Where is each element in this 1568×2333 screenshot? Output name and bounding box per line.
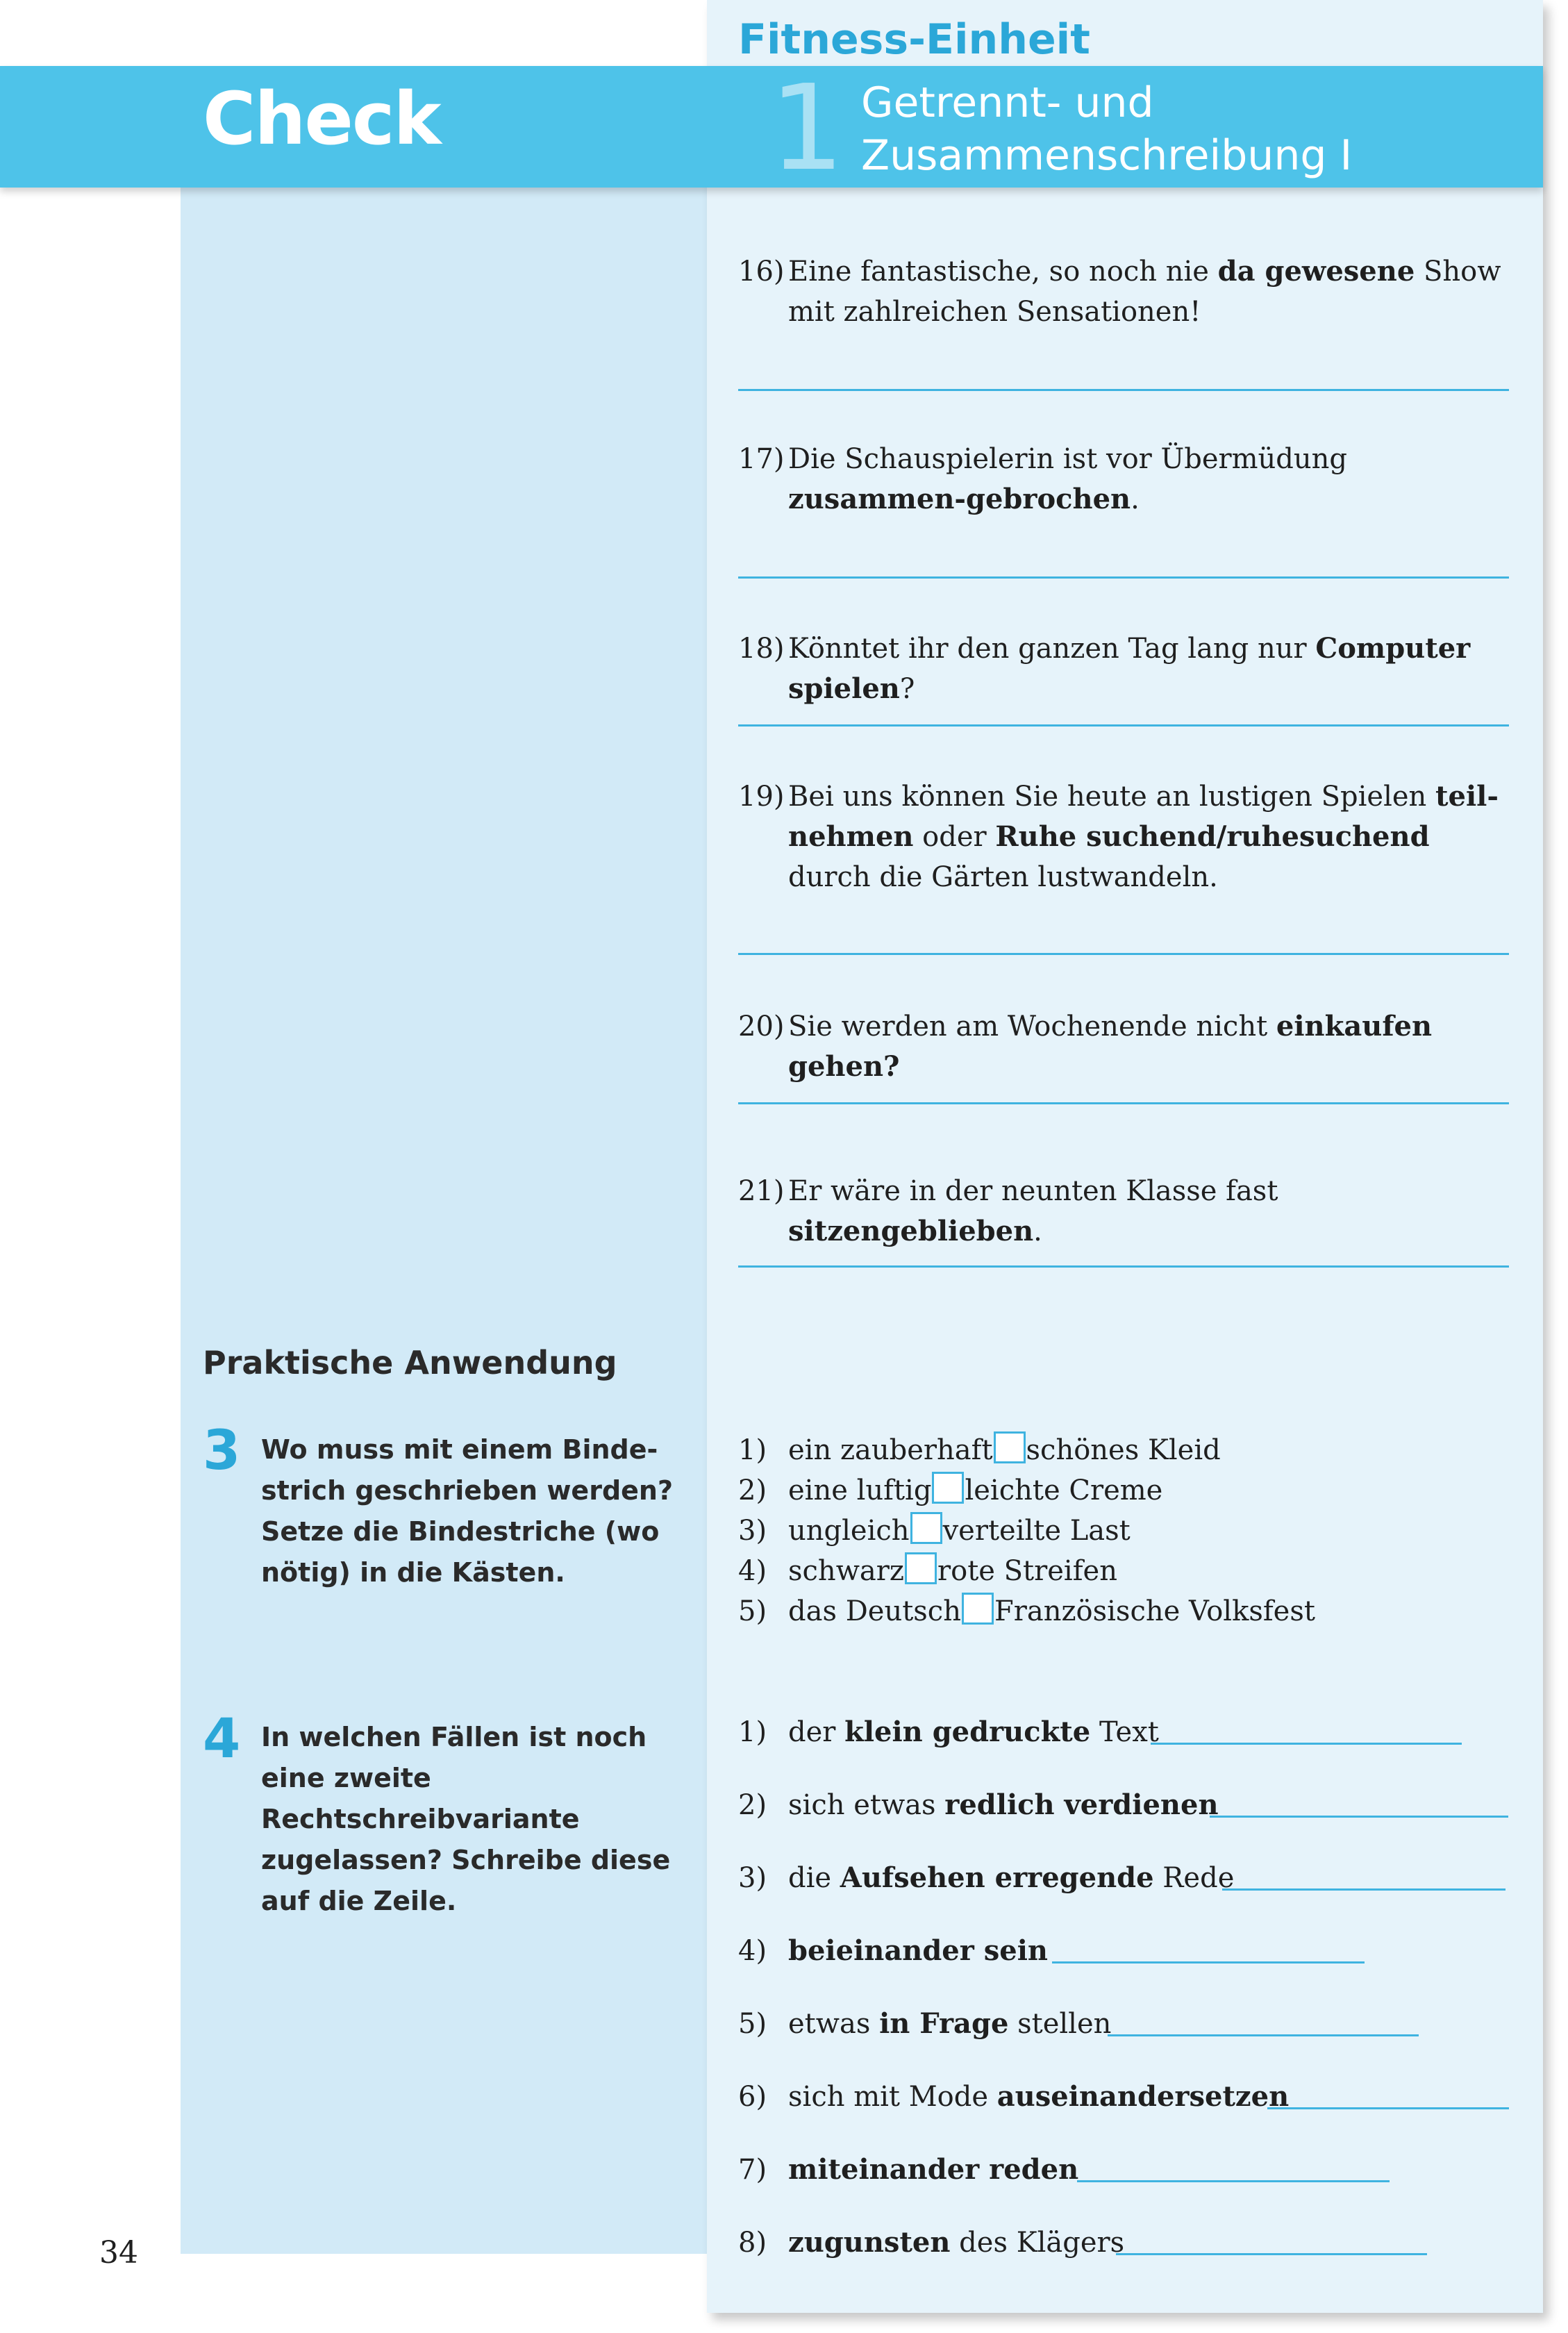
- item-number: 17): [738, 443, 785, 475]
- fill-line-2[interactable]: [1210, 1816, 1508, 1818]
- text-segment: Die Schauspielerin ist vor Übermüdung: [788, 443, 1348, 475]
- hyphen-box[interactable]: [905, 1552, 937, 1584]
- word-after: Französische Volksfest: [994, 1595, 1315, 1627]
- fill-line-6[interactable]: [1267, 2107, 1509, 2109]
- unit-number: 1: [769, 60, 845, 197]
- task-4-row: [738, 2077, 1289, 2117]
- text-segment: der: [788, 1716, 845, 1748]
- bold-term: sitzengeblieben: [788, 1215, 1034, 1247]
- answer-line-19[interactable]: [738, 953, 1509, 955]
- row-number: 5): [738, 2008, 767, 2040]
- item-text: [788, 777, 1516, 897]
- row-text: [788, 2081, 1289, 2113]
- word-before: ein zauberhaft: [788, 1434, 993, 1466]
- page-number: 34: [99, 2235, 138, 2270]
- row-text: [788, 2227, 1124, 2259]
- row-number: 6): [738, 2081, 767, 2113]
- item-text: [788, 251, 1516, 332]
- row-number: 2): [738, 1789, 767, 1821]
- task-3-row: [738, 1470, 1162, 1511]
- text-segment: .: [1033, 1215, 1042, 1247]
- text-segment: .: [1131, 483, 1140, 515]
- fill-line-7[interactable]: [1077, 2180, 1390, 2182]
- hyphen-box[interactable]: [910, 1512, 942, 1544]
- word-before: eine luftig: [788, 1475, 932, 1506]
- word-after: rote Streifen: [937, 1555, 1117, 1587]
- text-segment: Eine fantastische, so noch nie: [788, 256, 1218, 288]
- row-text: [788, 1716, 1159, 1748]
- bold-term: Ruhe suchend/ruhesuchend: [995, 820, 1430, 853]
- row-number: 4): [738, 1935, 767, 1967]
- text-segment: des Klägers: [950, 2227, 1125, 2259]
- word-after: schönes Kleid: [1026, 1434, 1221, 1466]
- bold-term: Computer spielen: [788, 632, 1471, 705]
- unit-title-line1: Getrennt- und: [861, 78, 1154, 127]
- item-number: 20): [738, 1011, 785, 1043]
- item-number: 18): [738, 633, 785, 665]
- fill-line-8[interactable]: [1116, 2253, 1427, 2255]
- exercise-item-19: [738, 777, 1516, 897]
- fill-line-5[interactable]: [1108, 2034, 1419, 2036]
- bold-term: beieinander sein: [788, 1934, 1049, 1967]
- row-text: [788, 1789, 1219, 1821]
- answer-line-18[interactable]: [738, 724, 1509, 727]
- row-text: [788, 1935, 1048, 1967]
- text-segment: oder: [913, 821, 996, 853]
- bold-term: Aufsehen erregende: [840, 1861, 1154, 1894]
- exercise-item-17: [738, 439, 1516, 520]
- bold-term: in Frage: [879, 2007, 1009, 2040]
- bold-term: zugunsten: [788, 2226, 951, 2259]
- task-4-row: [738, 1712, 1159, 1752]
- row-number: 1): [738, 1716, 767, 1748]
- word-before: ungleich: [788, 1515, 910, 1547]
- word-before: das Deutsch: [788, 1595, 961, 1627]
- task-4-number: 4: [203, 1708, 241, 1770]
- fill-line-3[interactable]: [1222, 1888, 1506, 1891]
- hyphen-box[interactable]: [994, 1431, 1026, 1463]
- exercise-item-18: [738, 629, 1516, 709]
- row-text: [788, 1862, 1234, 1894]
- task-3-instruction: Wo muss mit einem Binde-strich geschrieben werden? Setze die Bindestriche (wo nötig) in die Kästen.: [261, 1434, 674, 1588]
- item-number: 16): [738, 256, 785, 288]
- row-number: 3): [738, 1862, 767, 1894]
- text-segment: sich etwas: [788, 1789, 945, 1821]
- item-number: 19): [738, 781, 785, 813]
- text-segment: Sie werden am Wochenende nicht: [788, 1011, 1276, 1043]
- task-4-instruction: In welchen Fällen ist noch eine zweite Rechtschreibvariante zugelassen? Schreibe diese auf die Zeile.: [261, 1722, 671, 1916]
- answer-line-17[interactable]: [738, 576, 1509, 579]
- row-number: 2): [738, 1475, 767, 1506]
- exercise-item-20: [738, 1006, 1516, 1087]
- task-4-row: [738, 1931, 1048, 1971]
- text-segment: Show mit zahlreichen Sensationen!: [788, 256, 1501, 328]
- text-segment: Könntet ihr den ganzen Tag lang nur: [788, 633, 1316, 665]
- task-3-row: [738, 1511, 1131, 1551]
- check-title: Check: [203, 76, 440, 161]
- task-3-number: 3: [203, 1420, 241, 1482]
- answer-line-20[interactable]: [738, 1102, 1509, 1104]
- exercise-item-21: [738, 1171, 1516, 1252]
- task-4-row: [738, 2223, 1124, 2263]
- unit-title: [861, 76, 1352, 182]
- row-number: 5): [738, 1595, 767, 1627]
- bold-term: da gewesene: [1217, 255, 1415, 288]
- hyphen-box[interactable]: [932, 1472, 964, 1504]
- fill-line-1[interactable]: [1151, 1743, 1462, 1745]
- hyphen-box[interactable]: [962, 1593, 994, 1625]
- row-number: 4): [738, 1555, 767, 1587]
- text-segment: Er wäre in der neunten Klasse fast: [788, 1175, 1278, 1207]
- task-4-row: [738, 1858, 1234, 1898]
- row-number: 1): [738, 1434, 767, 1466]
- row-number: 3): [738, 1515, 767, 1547]
- text-segment: etwas: [788, 2008, 880, 2040]
- text-segment: ?: [899, 673, 915, 705]
- bold-term: miteinander reden: [788, 2153, 1079, 2186]
- answer-line-21[interactable]: [738, 1265, 1509, 1268]
- row-text: [788, 2008, 1111, 2040]
- text-segment: durch die Gärten lustwandeln.: [788, 861, 1218, 893]
- text-segment: Text: [1090, 1716, 1159, 1748]
- task-3-row: [738, 1551, 1117, 1591]
- row-number: 8): [738, 2227, 767, 2259]
- item-text: [788, 1006, 1516, 1087]
- text-segment: die: [788, 1862, 840, 1894]
- fill-line-4[interactable]: [1052, 1961, 1365, 1963]
- text-segment: stellen: [1008, 2008, 1112, 2040]
- bold-term: zusammen-gebrochen: [788, 483, 1131, 515]
- bold-term: teil-nehmen: [788, 780, 1499, 853]
- answer-line-16[interactable]: [738, 389, 1509, 391]
- section-heading: Praktische Anwendung: [203, 1344, 617, 1381]
- task-4-row: [738, 2004, 1111, 2044]
- item-number: 21): [738, 1175, 785, 1207]
- item-text: [788, 439, 1516, 520]
- text-segment: Rede: [1153, 1862, 1235, 1894]
- text-segment: Bei uns können Sie heute an lustigen Spielen: [788, 781, 1436, 813]
- exercise-item-16: [738, 251, 1516, 332]
- row-number: 7): [738, 2154, 767, 2186]
- text-segment: sich mit Mode: [788, 2081, 997, 2113]
- word-after: leichte Creme: [965, 1475, 1163, 1506]
- left-column-background: [181, 188, 707, 2254]
- bold-term: einkaufen gehen?: [788, 1010, 1433, 1083]
- bold-term: klein gedruckte: [844, 1716, 1091, 1748]
- bold-term: redlich verdienen: [944, 1788, 1219, 1821]
- row-text: [788, 2154, 1078, 2186]
- word-before: schwarz: [788, 1555, 904, 1587]
- item-text: [788, 1171, 1516, 1252]
- task-4-row: [738, 1785, 1219, 1825]
- task-4-row: [738, 2150, 1078, 2190]
- word-after: verteilte Last: [942, 1515, 1131, 1547]
- bold-term: auseinandersetzen: [996, 2080, 1290, 2113]
- unit-title-line2: Zusammenschreibung I: [861, 131, 1353, 180]
- task-3-row: [738, 1430, 1221, 1470]
- task-3-row: [738, 1591, 1315, 1632]
- fitness-unit-label: Fitness-Einheit: [738, 15, 1090, 64]
- item-text: [788, 629, 1516, 709]
